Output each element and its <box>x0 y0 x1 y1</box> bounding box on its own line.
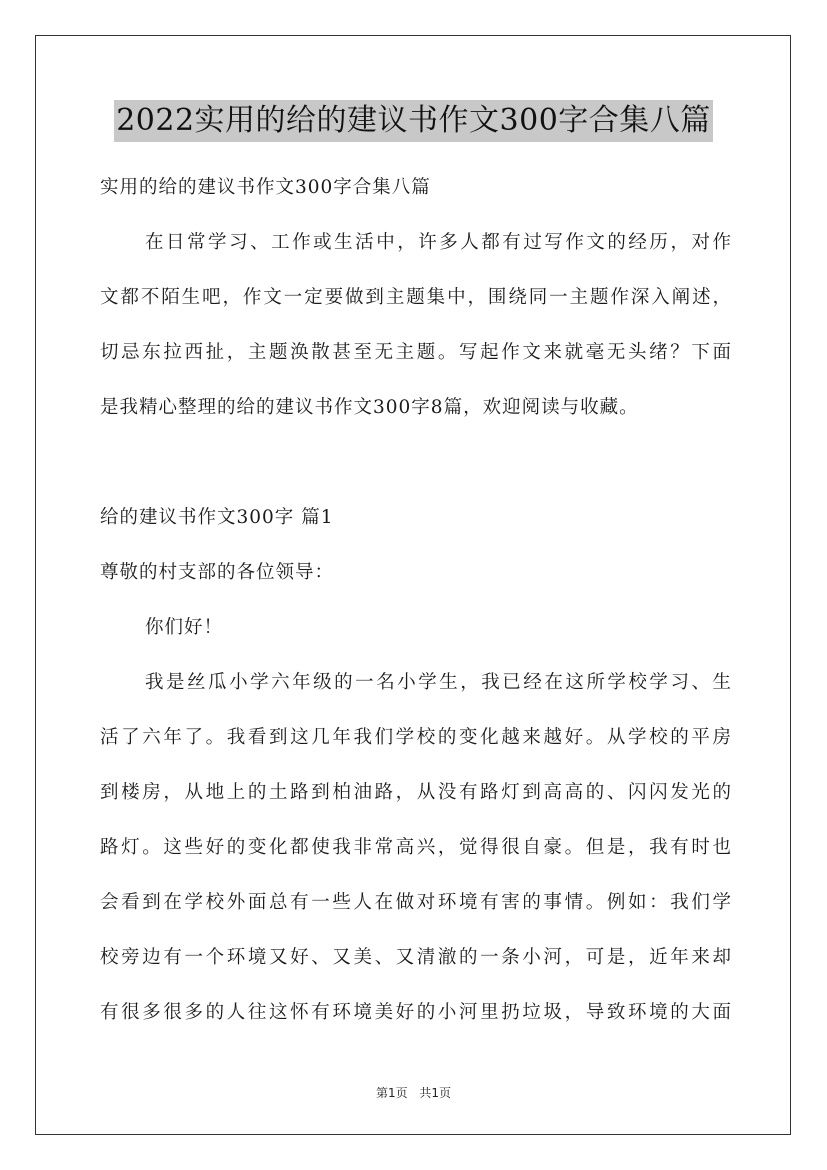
body-line: 活了六年了。我看到这几年我们学校的变化越来越好。从学校的平房 <box>100 727 732 748</box>
intro-line: 文都不陌生吧，作文一定要做到主题集中，围绕同一主题作深入阐述， <box>100 287 732 308</box>
body-line: 会看到在学校外面总有一些人在做对环境有害的事情。例如：我们学 <box>100 892 732 913</box>
salutation: 尊敬的村支部的各位领导： <box>100 562 335 583</box>
body-line: 路灯。这些好的变化都使我非常高兴，觉得很自豪。但是，我有时也 <box>100 837 732 858</box>
intro-line: 在日常学习、工作或生活中，许多人都有过写作文的经历，对作 <box>145 232 732 253</box>
document-title: 2022实用的给的建议书作文300字合集八篇 <box>114 100 713 142</box>
intro-line: 是我精心整理的给的建议书作文300字8篇，欢迎阅读与收藏。 <box>100 397 639 418</box>
body-line: 我是丝瓜小学六年级的一名小学生，我已经在这所学校学习、生 <box>145 672 732 693</box>
body-line: 到楼房，从地上的土路到柏油路，从没有路灯到高高的、闪闪发光的 <box>100 782 732 803</box>
page-footer <box>0 1085 827 1101</box>
document-body <box>100 174 732 1027</box>
page-number-current: 第1页 <box>375 1086 408 1100</box>
intro-line: 切忌东拉西扯，主题涣散甚至无主题。写起作文来就毫无头绪？下面 <box>100 342 732 363</box>
body-line: 有很多很多的人往这怀有环境美好的小河里扔垃圾，导致环境的大面 <box>100 1002 732 1023</box>
document-subtitle: 实用的给的建议书作文300字合集八篇 <box>100 177 431 198</box>
greeting: 你们好！ <box>145 617 224 638</box>
title-container <box>0 100 827 142</box>
section-heading: 给的建议书作文300字 篇1 <box>100 507 334 528</box>
page-number-total: 共1页 <box>419 1086 452 1100</box>
body-line: 校旁边有一个环境又好、又美、又清澈的一条小河，可是，近年来却 <box>100 947 732 968</box>
